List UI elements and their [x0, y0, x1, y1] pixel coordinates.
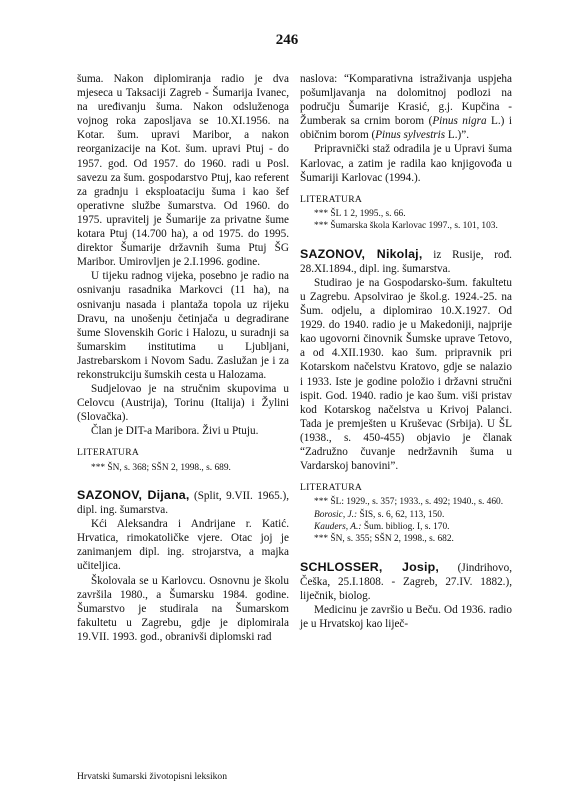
literature-item: *** ŠL: 1929., s. 357; 1933., s. 492; 1940., s. 460.	[314, 497, 504, 508]
right-column	[300, 72, 512, 631]
italic-run: Pinus sylvestris	[375, 129, 446, 142]
paragraph: Pripravnički staž odradila je u Upravi šuma Karlovac, a zatim je radila kao knjigovođa u Šumariji Karlovac (1994.).	[300, 143, 512, 184]
page-footer: Hrvatski šumarski životopisni leksikon	[77, 771, 228, 782]
literature-item: *** ŠN, s. 355; SŠN 2, 1998., s. 682.	[314, 534, 454, 545]
literature-author: Borosic, J.:	[314, 509, 358, 520]
entry-heading-rest: (Split, 9.VII. 1965.), dipl. ing. šumarstva.	[77, 489, 289, 517]
literature-heading: LITERATURA	[300, 482, 363, 494]
left-column	[77, 72, 289, 644]
literature-heading: LITERATURA	[300, 193, 363, 205]
literature-item	[300, 509, 512, 521]
paragraph: Medicinu je završio u Beču. Od 1936. radio je u Hrvatskoj kao liječ-	[300, 604, 512, 631]
literature-rest: Šum. bibliog. I, s. 170.	[361, 522, 450, 533]
entry-name: SCHLOSSER, Josip,	[300, 559, 440, 574]
entry-heading-schlosser-josip	[300, 560, 512, 603]
paragraph: Studirao je na Gospodarsko-šum. fakultetu u Zagrebu. Apsolvirao je škol.g. 1924.-25. na Šum. odjelu, a diplomirao 10.X.1927. Od 1929. do 1940. radio je u Makedoniji, najprije kao ugovorni činovnik Šumske uprave Tetovo, a od 4.XII.1930. kao šum. pripravnik pri Kotarskom načelstvu Kratovo, gdje se nalazio i 1933. Iste je godine položio i državni stručni ispit. God. 1940. radio je kao šum. viši pristav kod Kotarskog načelstva u Krivoj Palanci. Tada je premješten u Kruševac (Srbija). U ŠL (1938., s. 450-455) objavio je članak “Zadružno čuvanje nedržavnih šuma u Vardarskoj banovini”.	[300, 276, 512, 473]
entry-continuation	[300, 72, 512, 142]
literature-item: *** ŠN, s. 368; SŠN 2, 1998., s. 689.	[91, 462, 231, 473]
entry-continuation: šuma. Nakon diplomiranja radio je dva mjeseca u Taksaciji Zagreb - Šumarija Ivanec, na uređivanju šuma. Nakon odsluženoga vojnog roka zaposljava se 10.XI.1956. na Kotar. šum. upravi Maribor, a nakon reorganizacije na Kot. šum. upravi Ptuj - do 1957. god. Od 1957. do 1960. radi u Posl. savezu za šum. gospodarstvo Ptuj, kao referent za gradnju i eksploataciju šuma i kao šef operativne službe šumarstva. Od 1960. do 1975. upravitelj je Šumarije za privatne šume kotara Ptuj (14.700 ha), a od 1975. do 1995. direktor Šumarije državnih šuma Ptuj ŠG Maribor. Umirovljen je 2.I.1996. godine.	[77, 73, 289, 269]
paragraph: Član je DIT-a Maribora. Živi u Ptuju.	[91, 425, 259, 438]
entry-heading-sazonov-nikolaj	[300, 247, 512, 276]
entry-heading-rest: (Jindrihovo, Češka, 25.I.1808. - Zagreb, 27.IV. 1882.), liječnik, biolog.	[300, 561, 512, 603]
italic-run: Pinus nigra	[432, 115, 487, 128]
paragraph: Sudjelovao je na stručnim skupovima u Celovcu (Austrija), Torinu (Italija) i Žylini (Slovačka).	[77, 383, 289, 424]
literature-rest: ŠIS, s. 6, 62, 113, 150.	[357, 509, 445, 520]
paragraph: Kći Aleksandra i Andrijane r. Katić. Hrvatica, rimokatoličke vjere. Otac joj je zanimanjem dipl. ing. strojarstva, a majka učiteljica.	[77, 518, 289, 573]
literature-item	[300, 521, 512, 533]
entry-name: SAZONOV, Dijana,	[77, 487, 190, 502]
text-run: L.)”.	[445, 129, 470, 142]
paragraph: U tijeku radnog vijeka, posebno je radio na osnivanju rasadnika Markovci (11 ha), na osnivanju nasada i plantaža topola uz rijeku Dravu, na unošenju četinjača u degradirane šume Slovenskih Goric i Halozu, u suradnji sa šumarskim institutima u Ljubljani, Jastrebarskom i Novom Sadu. Zaslužan je i za rekonstrukciju šumskih cesta u Halozama.	[77, 270, 289, 381]
entry-heading-sazonov-dijana	[77, 488, 289, 517]
text-run: naslova: “Komparativna istraživanja uspjeha pošumljavanja na dolomitnoj podlozi na području Šumarije Krasić, g.j. Kupčina - Žumberak sa crnim borom (	[300, 73, 512, 128]
page-number: 246	[275, 32, 299, 48]
literature-item: *** Šumarska škola Karlovac 1997., s. 101, 103.	[314, 221, 498, 232]
entry-heading-rest: iz Rusije, rođ. 28.XI.1894., dipl. ing. šumarstva.	[300, 248, 512, 275]
literature-heading: LITERATURA	[77, 447, 140, 459]
literature-author: Kauders, A.:	[314, 522, 362, 533]
text-run: L.) i običnim borom (	[300, 115, 513, 142]
literature-item: *** ŠL 1 2, 1995., s. 66.	[314, 208, 406, 219]
entry-name: SAZONOV, Nikolaj,	[300, 246, 423, 261]
paragraph: Školovala se u Karlovcu. Osnovnu je školu završila 1980., a Šumarsku 1984. godine. Šumarstvo je studirala na Šumarskom fakultetu u Zagrebu, gdje je diplomirala 19.VII. 1993. god., obranivši diplomski rad	[77, 574, 289, 643]
